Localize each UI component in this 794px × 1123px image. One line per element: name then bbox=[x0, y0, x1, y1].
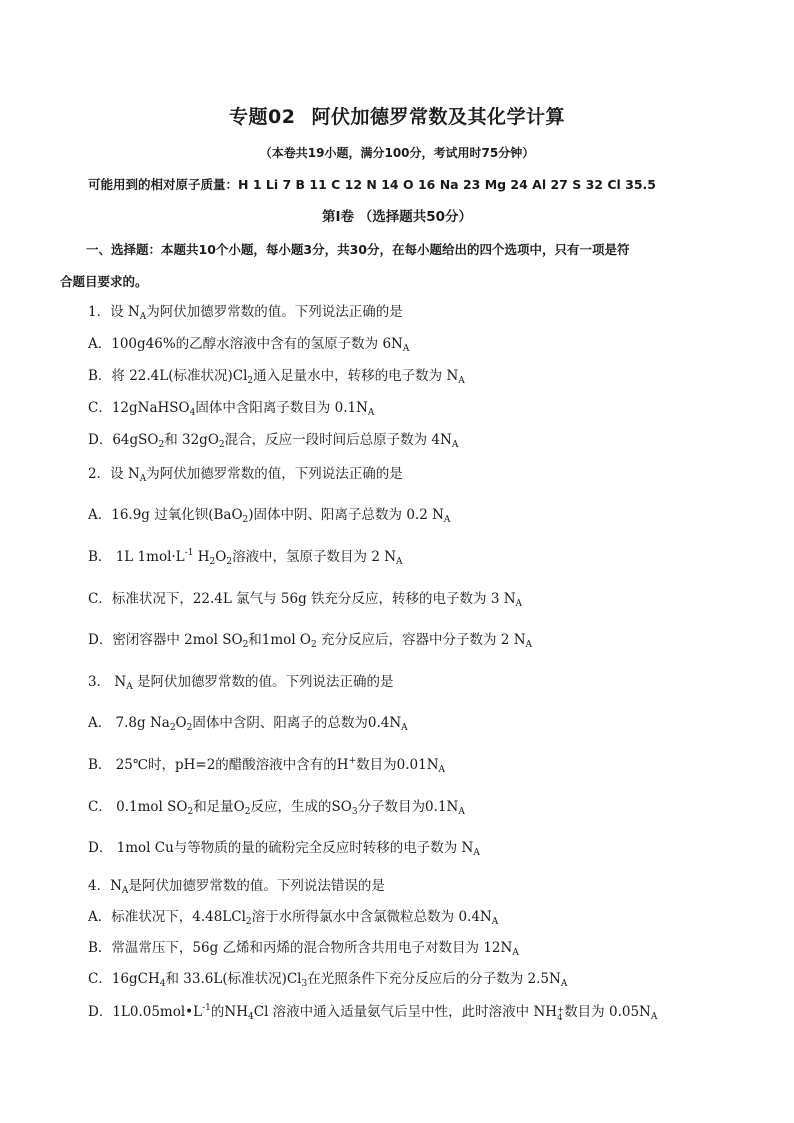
q3-stem: 3． $N_A$ 是阿伏加德罗常数的值。下列说法正确的是 bbox=[88, 674, 394, 692]
q3-option-c: C． 0.1mol $SO_2$和足量$O_2$反应，生成的$SO_3$分子数目为$0.1N_A$ bbox=[88, 799, 465, 817]
q1-option-b: B．将 22.4L(标准状况)$Cl_2$通入足量水中，转移的电子数为 $N_A$ bbox=[88, 368, 465, 386]
q3-option-d: D． 1mol Cu与等物质的量的硫粉完全反应时转移的电子数为 $N_A$ bbox=[88, 840, 480, 858]
atomic-masses: 可能用到的相对原子质量：H 1 Li 7 B 11 C 12 N 14 O 16 Na 23 Mg 24 Al 27 S 32 Cl 35.5 bbox=[88, 177, 656, 192]
q1-option-d: D．64gSO$_2$和 $32gO_2$混合，反应一段时间后总原子数为 $4N_A$ bbox=[88, 432, 459, 450]
section-instructions bbox=[60, 234, 740, 298]
ammonium-charge: + 4 bbox=[557, 1005, 565, 1023]
q2-option-a: A．16.9g 过氧化钡(BaO$_2$)固体中阴、阳离子总数为 0.2 $N_A$ bbox=[88, 507, 451, 525]
q4-option-a: A．标准状况下，4.48LCl$_2$溶于水所得氯水中含氯微粒总数为 $0.4N_A$ bbox=[88, 909, 499, 927]
volume-heading: 第Ⅰ卷 （选择题共50分） bbox=[321, 209, 472, 225]
title-topic-number: 专题02 bbox=[229, 106, 296, 128]
section-line-1: 一、选择题：本题共10个小题，每小题3分，共30分，在每小题给出的四个选项中，只有一项是符 bbox=[86, 242, 630, 257]
q3-option-b: B． 25℃时，pH=2的醋酸溶液中含有的H+数目为$0.01N_A$ bbox=[88, 756, 446, 775]
q1-option-a: A．100g46%的乙醇水溶液中含有的氢原子数为 $6N_A$ bbox=[88, 336, 410, 354]
section-line-2: 合题目要求的。 bbox=[60, 274, 148, 289]
q4-option-c: C．16gCH$_4$和 33.6L(标准状况)$Cl_3$在光照条件下充分反应后的分子数为 $2.5N_A$ bbox=[88, 971, 568, 989]
q2-option-c: C．标准状况下，22.4L 氯气与 56g 铁充分反应，转移的电子数为 3 $N_A$ bbox=[88, 591, 523, 609]
exam-meta: （本卷共19小题，满分100分，考试用时75分钟） bbox=[259, 146, 535, 160]
title-topic-name: 阿伏加德罗常数及其化学计算 bbox=[311, 106, 565, 128]
q1-stem: 1．设 $N_A$为阿伏加德罗常数的值。下列说法正确的是 bbox=[88, 304, 403, 322]
q4-option-b: B．常温常压下，56g 乙烯和丙烯的混合物所含共用电子对数目为 $12N_A$ bbox=[88, 940, 519, 958]
q1-option-c: C．12gNaHSO$_4$固体中含阳离子数目为 $0.1N_A$ bbox=[88, 400, 375, 418]
q4-stem: 4．$N_A$是阿伏加德罗常数的值。下列说法错误的是 bbox=[88, 878, 385, 896]
q4-option-d: D．$1L0.05mol•L^{-1}$的$NH_4Cl$ 溶液中通入适量氨气后呈中性，此时溶液中 NH + 4 数目为 $0.05N_A$ bbox=[88, 1003, 658, 1023]
q2-stem: 2．设 $N_A$为阿伏加德罗常数的值，下列说法正确的是 bbox=[88, 466, 403, 484]
page-title bbox=[0, 102, 794, 129]
q3-option-a: A． 7.8g $Na_2O_2$固体中含阴、阳离子的总数为$0.4N_A$ bbox=[88, 715, 408, 733]
q2-option-d: D．密闭容器中 2mol $SO_2$和1mol $O_2$ 充分反应后，容器中分子数为 2 $N_A$ bbox=[88, 632, 533, 650]
q2-option-b: B． 1L $1mol\cdot L^{-1}$ $H_2O_2$溶液中，氢原子数目为 2 $N_A$ bbox=[88, 548, 403, 567]
